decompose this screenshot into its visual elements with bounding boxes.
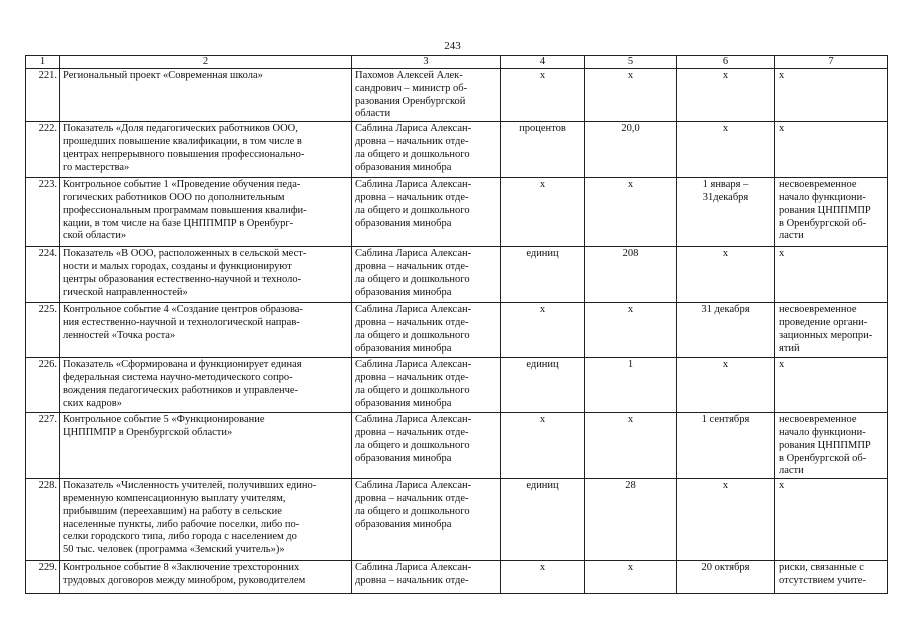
column-header: 6 (677, 56, 775, 69)
row-unit: х (501, 69, 585, 122)
column-header: 7 (775, 56, 888, 69)
row-responsible: Саблина Лариса Алексан- дровна – начальник отде- ла общего и дошкольного образования минобра (352, 247, 501, 303)
row-risk: несвоевременное проведение органи- зационных меропри- ятий (775, 303, 888, 358)
row-risk: несвоевременное начало функциони- рования ЦНППМПР в Оренбургской об- ласти (775, 413, 888, 479)
row-name: Контрольное событие 1 «Проведение обучения педа- гогических работников ООО по дополнительным профессиональным программам повышения квалифи- кации, в том числе на базе ЦНППМПР в Оренбург- ской области» (60, 178, 352, 247)
table-row (26, 413, 888, 479)
table-row (26, 178, 888, 247)
row-name: Контрольное событие 4 «Создание центров образова- ния естественно-научной и технологической направ- ленностей «Точка роста» (60, 303, 352, 358)
column-header: 3 (352, 56, 501, 69)
row-unit: единиц (501, 247, 585, 303)
row-date: х (677, 358, 775, 413)
column-header: 1 (26, 56, 60, 69)
row-number: 223. (26, 178, 60, 247)
row-responsible: Саблина Лариса Алексан- дровна – начальник отде- (352, 561, 501, 594)
row-number: 226. (26, 358, 60, 413)
row-date: 1 января – 31декабря (677, 178, 775, 247)
row-number: 224. (26, 247, 60, 303)
row-value: х (585, 413, 677, 479)
row-risk: несвоевременное начало функциони- рования ЦНППМПР в Оренбургской об- ласти (775, 178, 888, 247)
row-value: 208 (585, 247, 677, 303)
row-responsible: Пахомов Алексей Алек- сандрович – министр об- разования Оренбургской области (352, 69, 501, 122)
row-unit: процентов (501, 122, 585, 178)
table-row (26, 122, 888, 178)
row-name: Показатель «Численность учителей, получивших едино- временную компенсационную выплату учителям, прибывшим (переехавшим) на работу в сельские населенные пункты, либо рабочие поселки, либо по- селки городского типа, либо города с населением до 50 тыс. человек (программа «Земский учитель»)» (60, 479, 352, 561)
row-risk: х (775, 247, 888, 303)
row-value: х (585, 69, 677, 122)
monitoring-table (25, 55, 888, 594)
row-value: 20,0 (585, 122, 677, 178)
row-value: 28 (585, 479, 677, 561)
row-risk: х (775, 358, 888, 413)
column-header: 4 (501, 56, 585, 69)
row-risk: х (775, 122, 888, 178)
row-name: Региональный проект «Современная школа» (60, 69, 352, 122)
table-row (26, 247, 888, 303)
row-responsible: Саблина Лариса Алексан- дровна – начальник отде- ла общего и дошкольного образования минобра (352, 413, 501, 479)
row-number: 229. (26, 561, 60, 594)
row-name: Показатель «В ООО, расположенных в сельской мест- ности и малых городах, созданы и функционируют центры образования естественно-научной и техноло- гической направленностей» (60, 247, 352, 303)
row-date: х (677, 69, 775, 122)
row-responsible: Саблина Лариса Алексан- дровна – начальник отде- ла общего и дошкольного образования минобра (352, 303, 501, 358)
row-name: Показатель «Сформирована и функционирует единая федеральная система научно-методического сопро- вождения педагогических работников и управленче- ских кадров» (60, 358, 352, 413)
row-unit: х (501, 178, 585, 247)
row-unit: единиц (501, 358, 585, 413)
row-date: х (677, 479, 775, 561)
row-responsible: Саблина Лариса Алексан- дровна – начальник отде- ла общего и дошкольного образования минобра (352, 178, 501, 247)
row-unit: х (501, 413, 585, 479)
row-value: х (585, 178, 677, 247)
column-number-row (26, 56, 888, 69)
row-name: Показатель «Доля педагогических работников ООО, прошедших повышение квалификации, в том числе в центрах непрерывного повышения профессионально- го мастерства» (60, 122, 352, 178)
table-row (26, 69, 888, 122)
row-unit: единиц (501, 479, 585, 561)
row-unit: х (501, 561, 585, 594)
table-row (26, 561, 888, 594)
page-number: 243 (444, 40, 461, 52)
column-header: 2 (60, 56, 352, 69)
row-risk: риски, связанные с отсутствием учите- (775, 561, 888, 594)
row-number: 228. (26, 479, 60, 561)
table-row (26, 479, 888, 561)
row-value: х (585, 561, 677, 594)
row-value: 1 (585, 358, 677, 413)
row-responsible: Саблина Лариса Алексан- дровна – начальник отде- ла общего и дошкольного образования минобра (352, 122, 501, 178)
row-number: 221. (26, 69, 60, 122)
row-responsible: Саблина Лариса Алексан- дровна – начальник отде- ла общего и дошкольного образования минобра (352, 358, 501, 413)
row-unit: х (501, 303, 585, 358)
row-risk: х (775, 69, 888, 122)
row-date: х (677, 122, 775, 178)
row-responsible: Саблина Лариса Алексан- дровна – начальник отде- ла общего и дошкольного образования минобра (352, 479, 501, 561)
table-row (26, 358, 888, 413)
row-date: 31 декабря (677, 303, 775, 358)
row-number: 225. (26, 303, 60, 358)
table-row (26, 303, 888, 358)
row-risk: х (775, 479, 888, 561)
column-header: 5 (585, 56, 677, 69)
row-number: 222. (26, 122, 60, 178)
row-number: 227. (26, 413, 60, 479)
row-name: Контрольное событие 5 «Функционирование ЦНППМПР в Оренбургской области» (60, 413, 352, 479)
row-value: х (585, 303, 677, 358)
row-name: Контрольное событие 8 «Заключение трехсторонних трудовых договоров между минобром, руководителем (60, 561, 352, 594)
row-date: 20 октября (677, 561, 775, 594)
row-date: х (677, 247, 775, 303)
row-date: 1 сентября (677, 413, 775, 479)
